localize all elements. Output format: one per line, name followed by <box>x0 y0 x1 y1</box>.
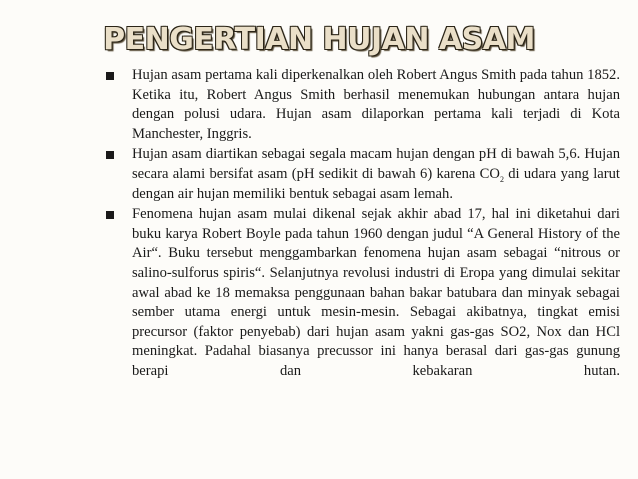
subscript: 2 <box>499 174 504 184</box>
bullet-text: Fenomena hujan asam mulai dikenal sejak akhir abad 17, hal ini diketahui dari buku karya Robert Boyle pada tahun 1960 dengan judul “A General History of the Air“. Buku tersebut menggambarkan fenomena hujan asam sebagai “nitrous or salino-sulforus spiris“. Selanjutnya revolusi industri di Eropa yang dimulai sekitar awal abad ke 18 memaksa penggunaan bahan bakar batubara dan minyak sebagai sember utama energi untuk mesin-mesin. Sebagai akibatnya, tingkat emisi precursor (faktor penyebab) dari hujan asam yakni gas-gas SO2, Nox dan HCl meningkat. Padahal biasanya precussor ini hanya berasal dari gas-gas gunung berapi dan kebakaran hutan. <box>132 206 620 379</box>
bullet-text-before: Hujan asam diartikan sebagai segala macam hujan dengan pH di bawah 5,6. Hujan secara alami bersifat asam (pH sedikit di bawah 6) karena CO <box>132 146 620 182</box>
slide-title: PENGERTIAN HUJAN ASAM <box>103 22 535 57</box>
bullet-text: Hujan asam pertama kali diperkenalkan oleh Robert Angus Smith pada tahun 1852. Ketika itu, Robert Angus Smith berhasil menemukan hubungan antara hujan dengan polusi udara. Hujan asam dilaporkan pertama kali terjadi di Kota Manchester, Inggris. <box>132 67 620 142</box>
bullet-list <box>104 66 620 382</box>
bullet-item <box>104 145 620 204</box>
bullet-item <box>104 205 620 381</box>
square-bullet-icon <box>106 211 114 219</box>
bullet-text-after: di udara yang larut dengan air hujan memiliki bentuk sebagai asam lemah. <box>132 165 620 202</box>
square-bullet-icon <box>106 72 114 80</box>
square-bullet-icon <box>106 151 114 159</box>
bullet-item <box>104 66 620 144</box>
